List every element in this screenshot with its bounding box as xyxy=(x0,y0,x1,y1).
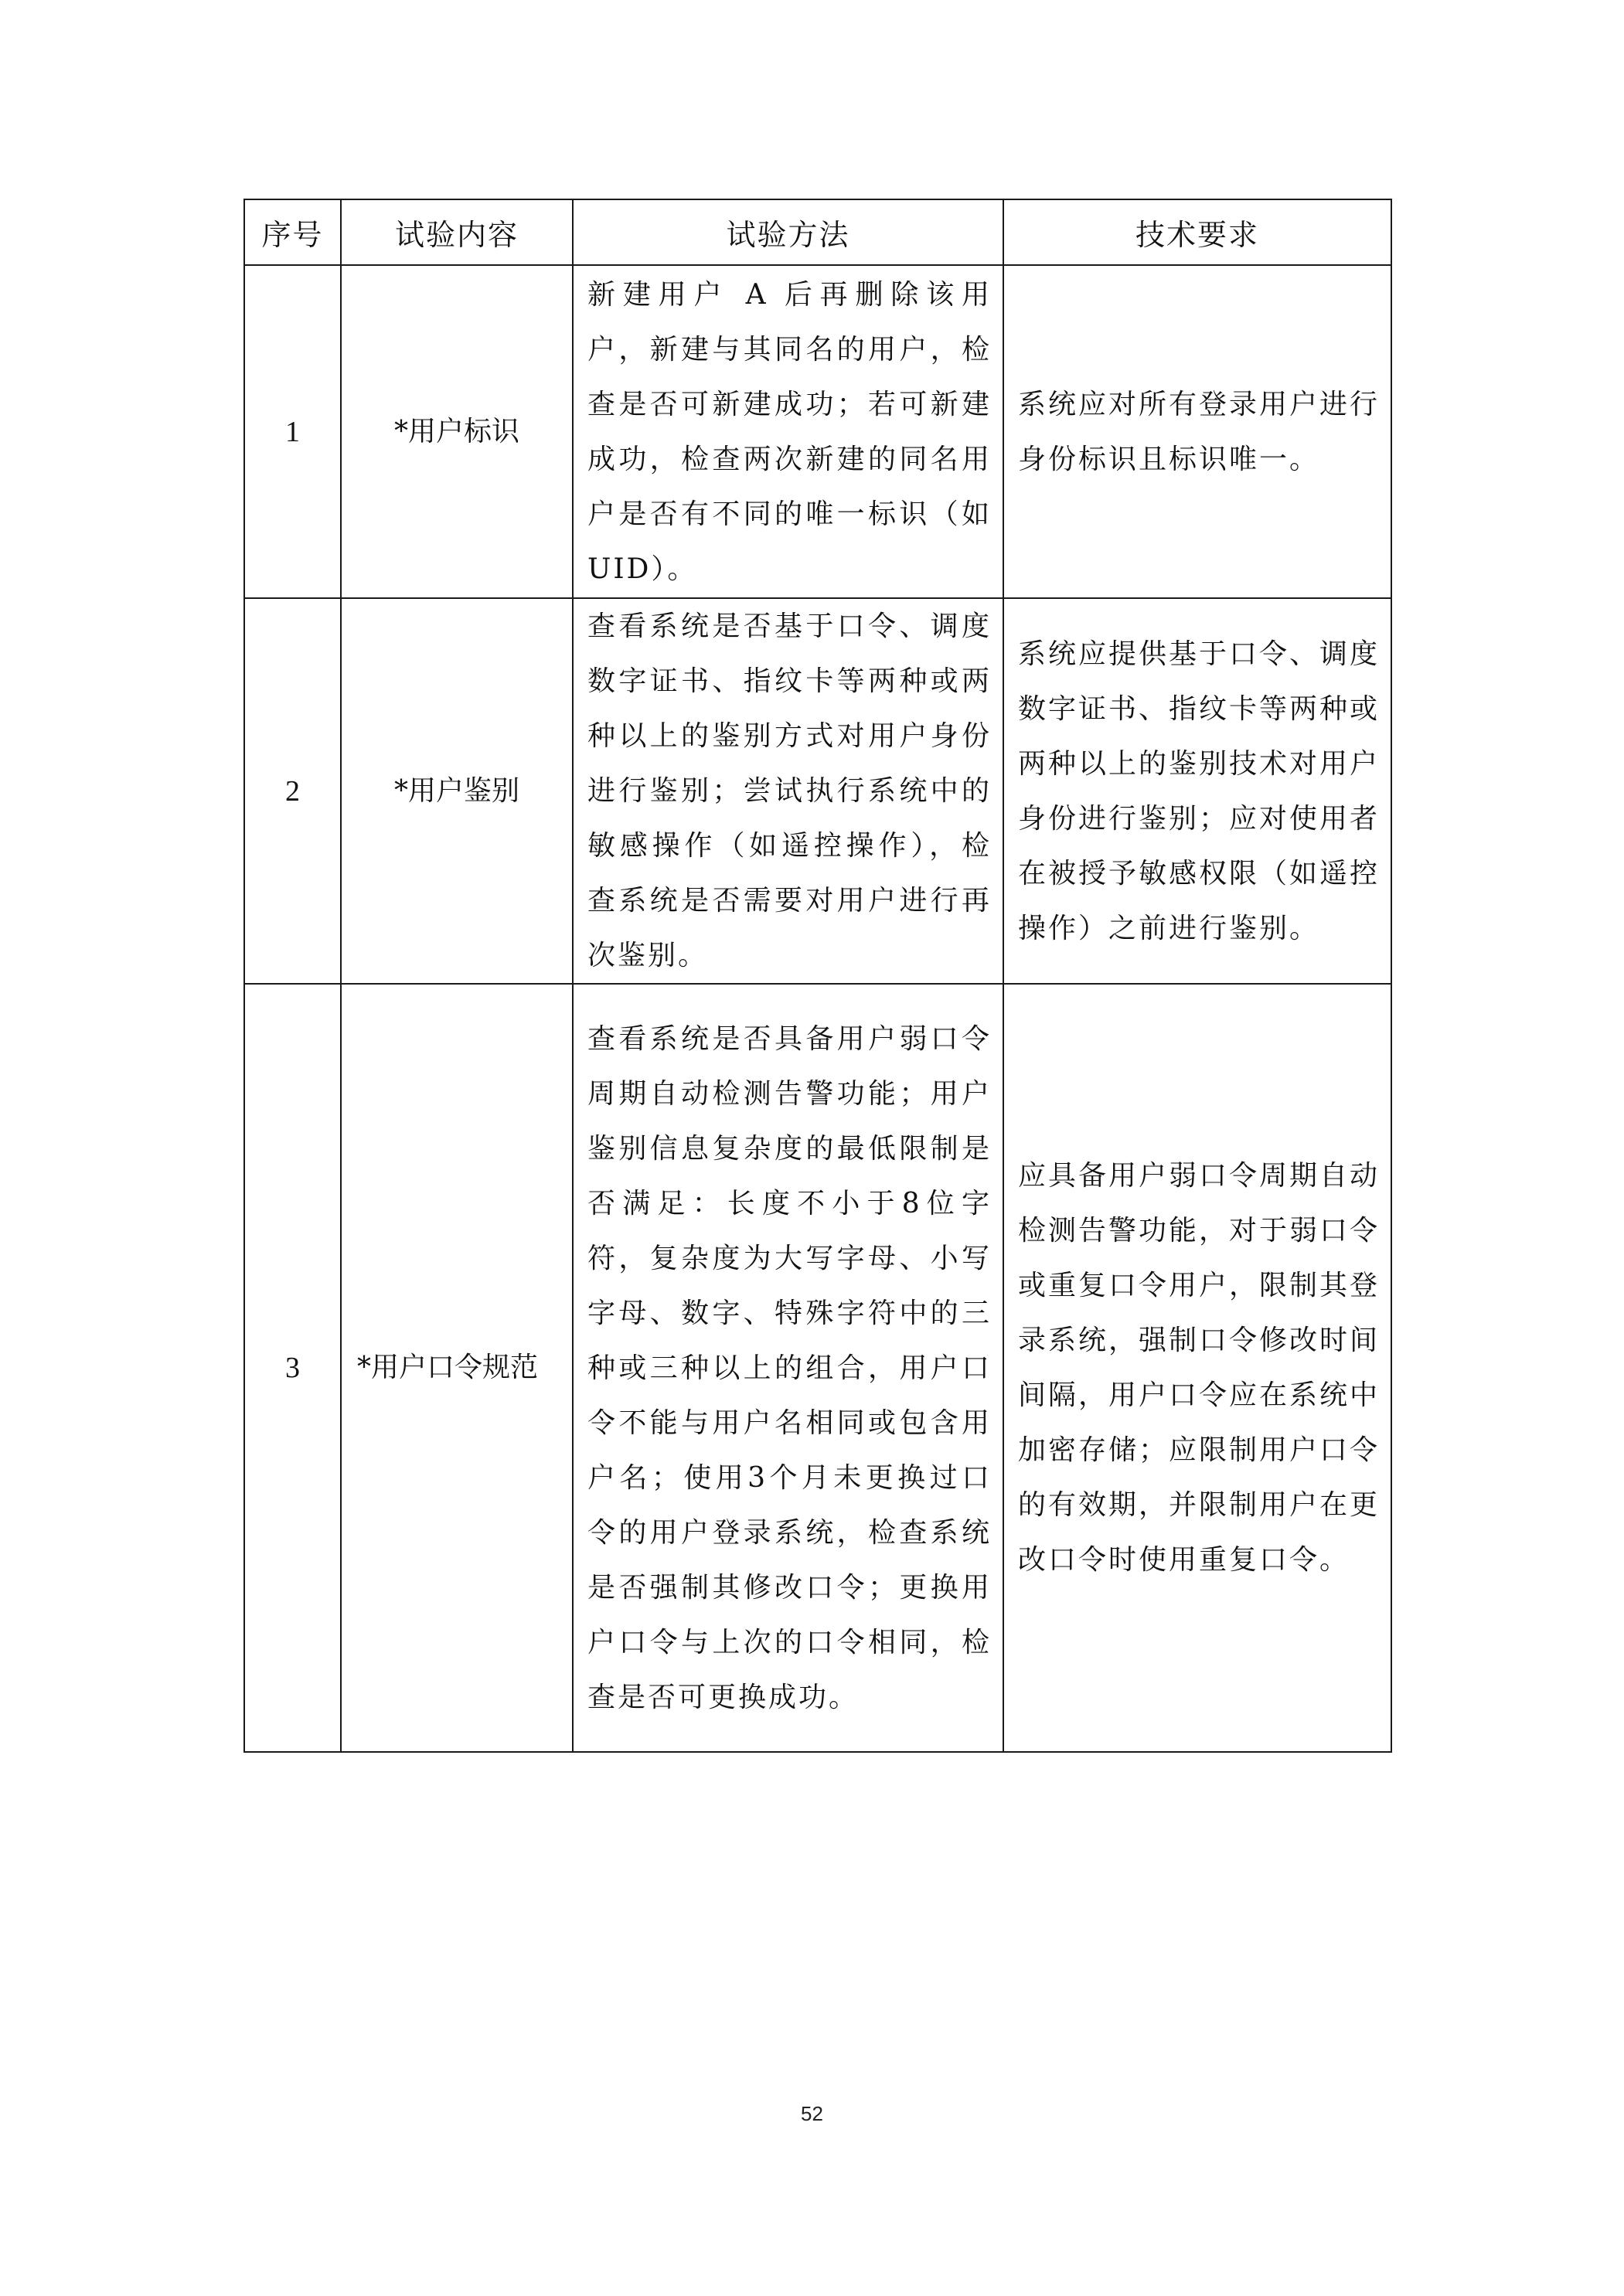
row-test-method: 新建用户 A 后再删除该用户，新建与其同名的用户，检查是否可新建成功；若可新建成功，检查两次新建的同名用户是否有不同的唯一标识（如 UID）。 xyxy=(573,265,1003,598)
page-number: 52 xyxy=(801,2102,823,2125)
table-row xyxy=(244,598,1391,984)
table-row xyxy=(244,265,1391,598)
header-test-item: 试验内容 xyxy=(341,199,573,265)
row-test-method: 查看系统是否具备用户弱口令周期自动检测告警功能；用户鉴别信息复杂度的最低限制是否满足：长度不小于8位字符，复杂度为大写字母、小写字母、数字、特殊字符中的三种或三种以上的组合，用户口令不能与用户名相同或包含用户名；使用3个月未更换过口令的用户登录系统，检查系统是否强制其修改口令；更换用户口令与上次的口令相同，检查是否可更换成功。 xyxy=(573,984,1003,1752)
header-serial-number: 序号 xyxy=(244,199,341,265)
row-technical-requirement: 系统应提供基于口令、调度数字证书、指纹卡等两种或两种以上的鉴别技术对用户身份进行鉴别；应对使用者在被授予敏感权限（如遥控操作）之前进行鉴别。 xyxy=(1003,598,1391,984)
row-test-item: *用户口令规范 xyxy=(341,984,573,1752)
row-technical-requirement: 系统应对所有登录用户进行身份标识且标识唯一。 xyxy=(1003,265,1391,598)
row-serial-number: 2 xyxy=(244,598,341,984)
table-header-row xyxy=(244,199,1391,265)
row-test-method: 查看系统是否基于口令、调度数字证书、指纹卡等两种或两种以上的鉴别方式对用户身份进行鉴别；尝试执行系统中的敏感操作（如遥控操作），检查系统是否需要对用户进行再次鉴别。 xyxy=(573,598,1003,984)
row-test-item: *用户标识 xyxy=(341,265,573,598)
header-test-method: 试验方法 xyxy=(573,199,1003,265)
row-serial-number: 3 xyxy=(244,984,341,1752)
table-row xyxy=(244,984,1391,1752)
test-table xyxy=(243,199,1392,1753)
row-serial-number: 1 xyxy=(244,265,341,598)
row-test-item: *用户鉴别 xyxy=(341,598,573,984)
row-technical-requirement: 应具备用户弱口令周期自动检测告警功能，对于弱口令或重复口令用户，限制其登录系统，强制口令修改时间间隔，用户口令应在系统中加密存储；应限制用户口令的有效期，并限制用户在更改口令时使用重复口令。 xyxy=(1003,984,1391,1752)
header-technical-requirement: 技术要求 xyxy=(1003,199,1391,265)
